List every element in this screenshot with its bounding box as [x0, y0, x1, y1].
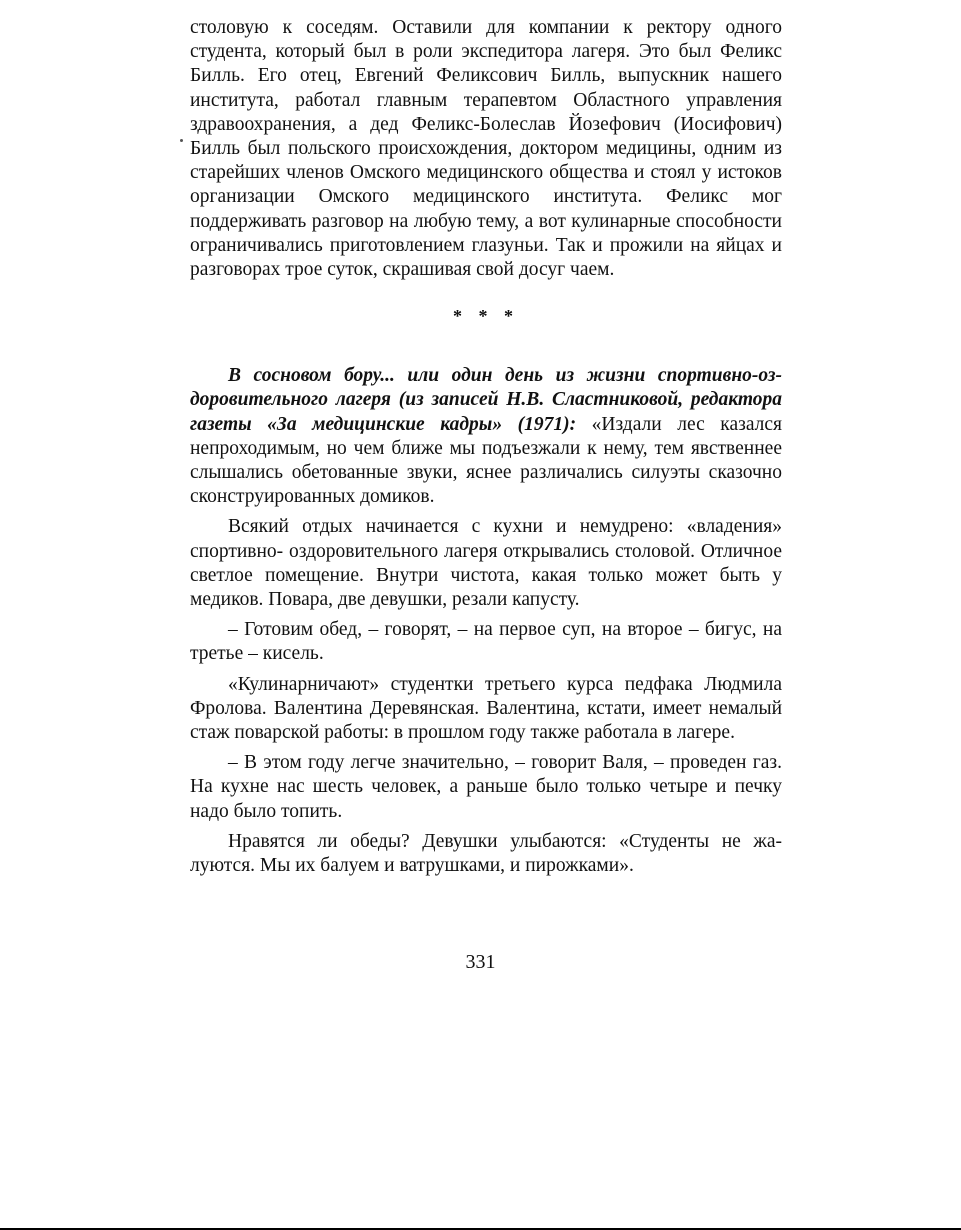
section-separator: * * * [453, 306, 519, 327]
paragraph: – Готовим обед, – говорят, – на первое суп, на второе – бигус, на третье – кисель. [190, 619, 782, 665]
page-number: 331 [465, 951, 496, 973]
paragraph: – В этом году легче значительно, – говорит Валя, – проведен газ. На кухне нас шесть человек, а раньше было только четыре и печку надо было топить. [190, 752, 782, 822]
margin-mark [180, 139, 183, 142]
paragraph: столовую к соседям. Оставили для компании к ректору одного студента, который был в роли экспедитора лагеря. Это был Феликс Билль. Его отец, Евгений Феликсович Билль, выпускник нашего института, работал главным терапевтом Областного управления здравоохранения, а дед Феликс-Болеслав Йозефович (Иосифович) Билль был польского происхождения, доктором медицины, одним из старейших членов Омского медицинского общества и стоял у истоков организации Омского медицинского института. Феликс мог поддерживать разговор на любую тему, а вот кулинарные способности ограничивались приготовлением глазуньи. Так и прожили на яйцах и разговорах трое суток, скрашивая свой досуг чаем. [190, 17, 782, 281]
section-lead-paragraph [190, 364, 782, 509]
section-lead-text: «Издали лес казался непроходимым, но чем ближе мы подъезжали к нему, тем явственнее слышались обетованные звуки, яснее различались силуэты сказочно сконструированных домиков. [190, 413, 782, 508]
paragraph: Всякий отдых начинается с кухни и немудрено: «владения» спортивно- оздоровительного лагеря открывались столовой. Отличное светлое помещение. Внутри чистота, какая только может быть у медиков. Повара, две девушки, резали капусту. [190, 516, 782, 611]
section-title: В сосновом бору... или один день из жизни спортивно-оздоровительного лагеря (из записей Н.В. Сластниковой, редактора газеты «За медицинские кадры» (1971): [190, 365, 782, 435]
paragraph: Нравятся ли обеды? Девушки улыбаются: «Студенты не жалуются. Мы их балуем и ватрушками, и пирожками». [190, 830, 782, 877]
page-text-block [190, 16, 782, 878]
paragraph: «Кулинарничают» студентки третьего курса педфака Людмила Фролова. Валентина Деревянская. Валентина, кстати, имеет немалый стаж поварской работы: в прошлом году также работала в лагере. [190, 673, 782, 744]
